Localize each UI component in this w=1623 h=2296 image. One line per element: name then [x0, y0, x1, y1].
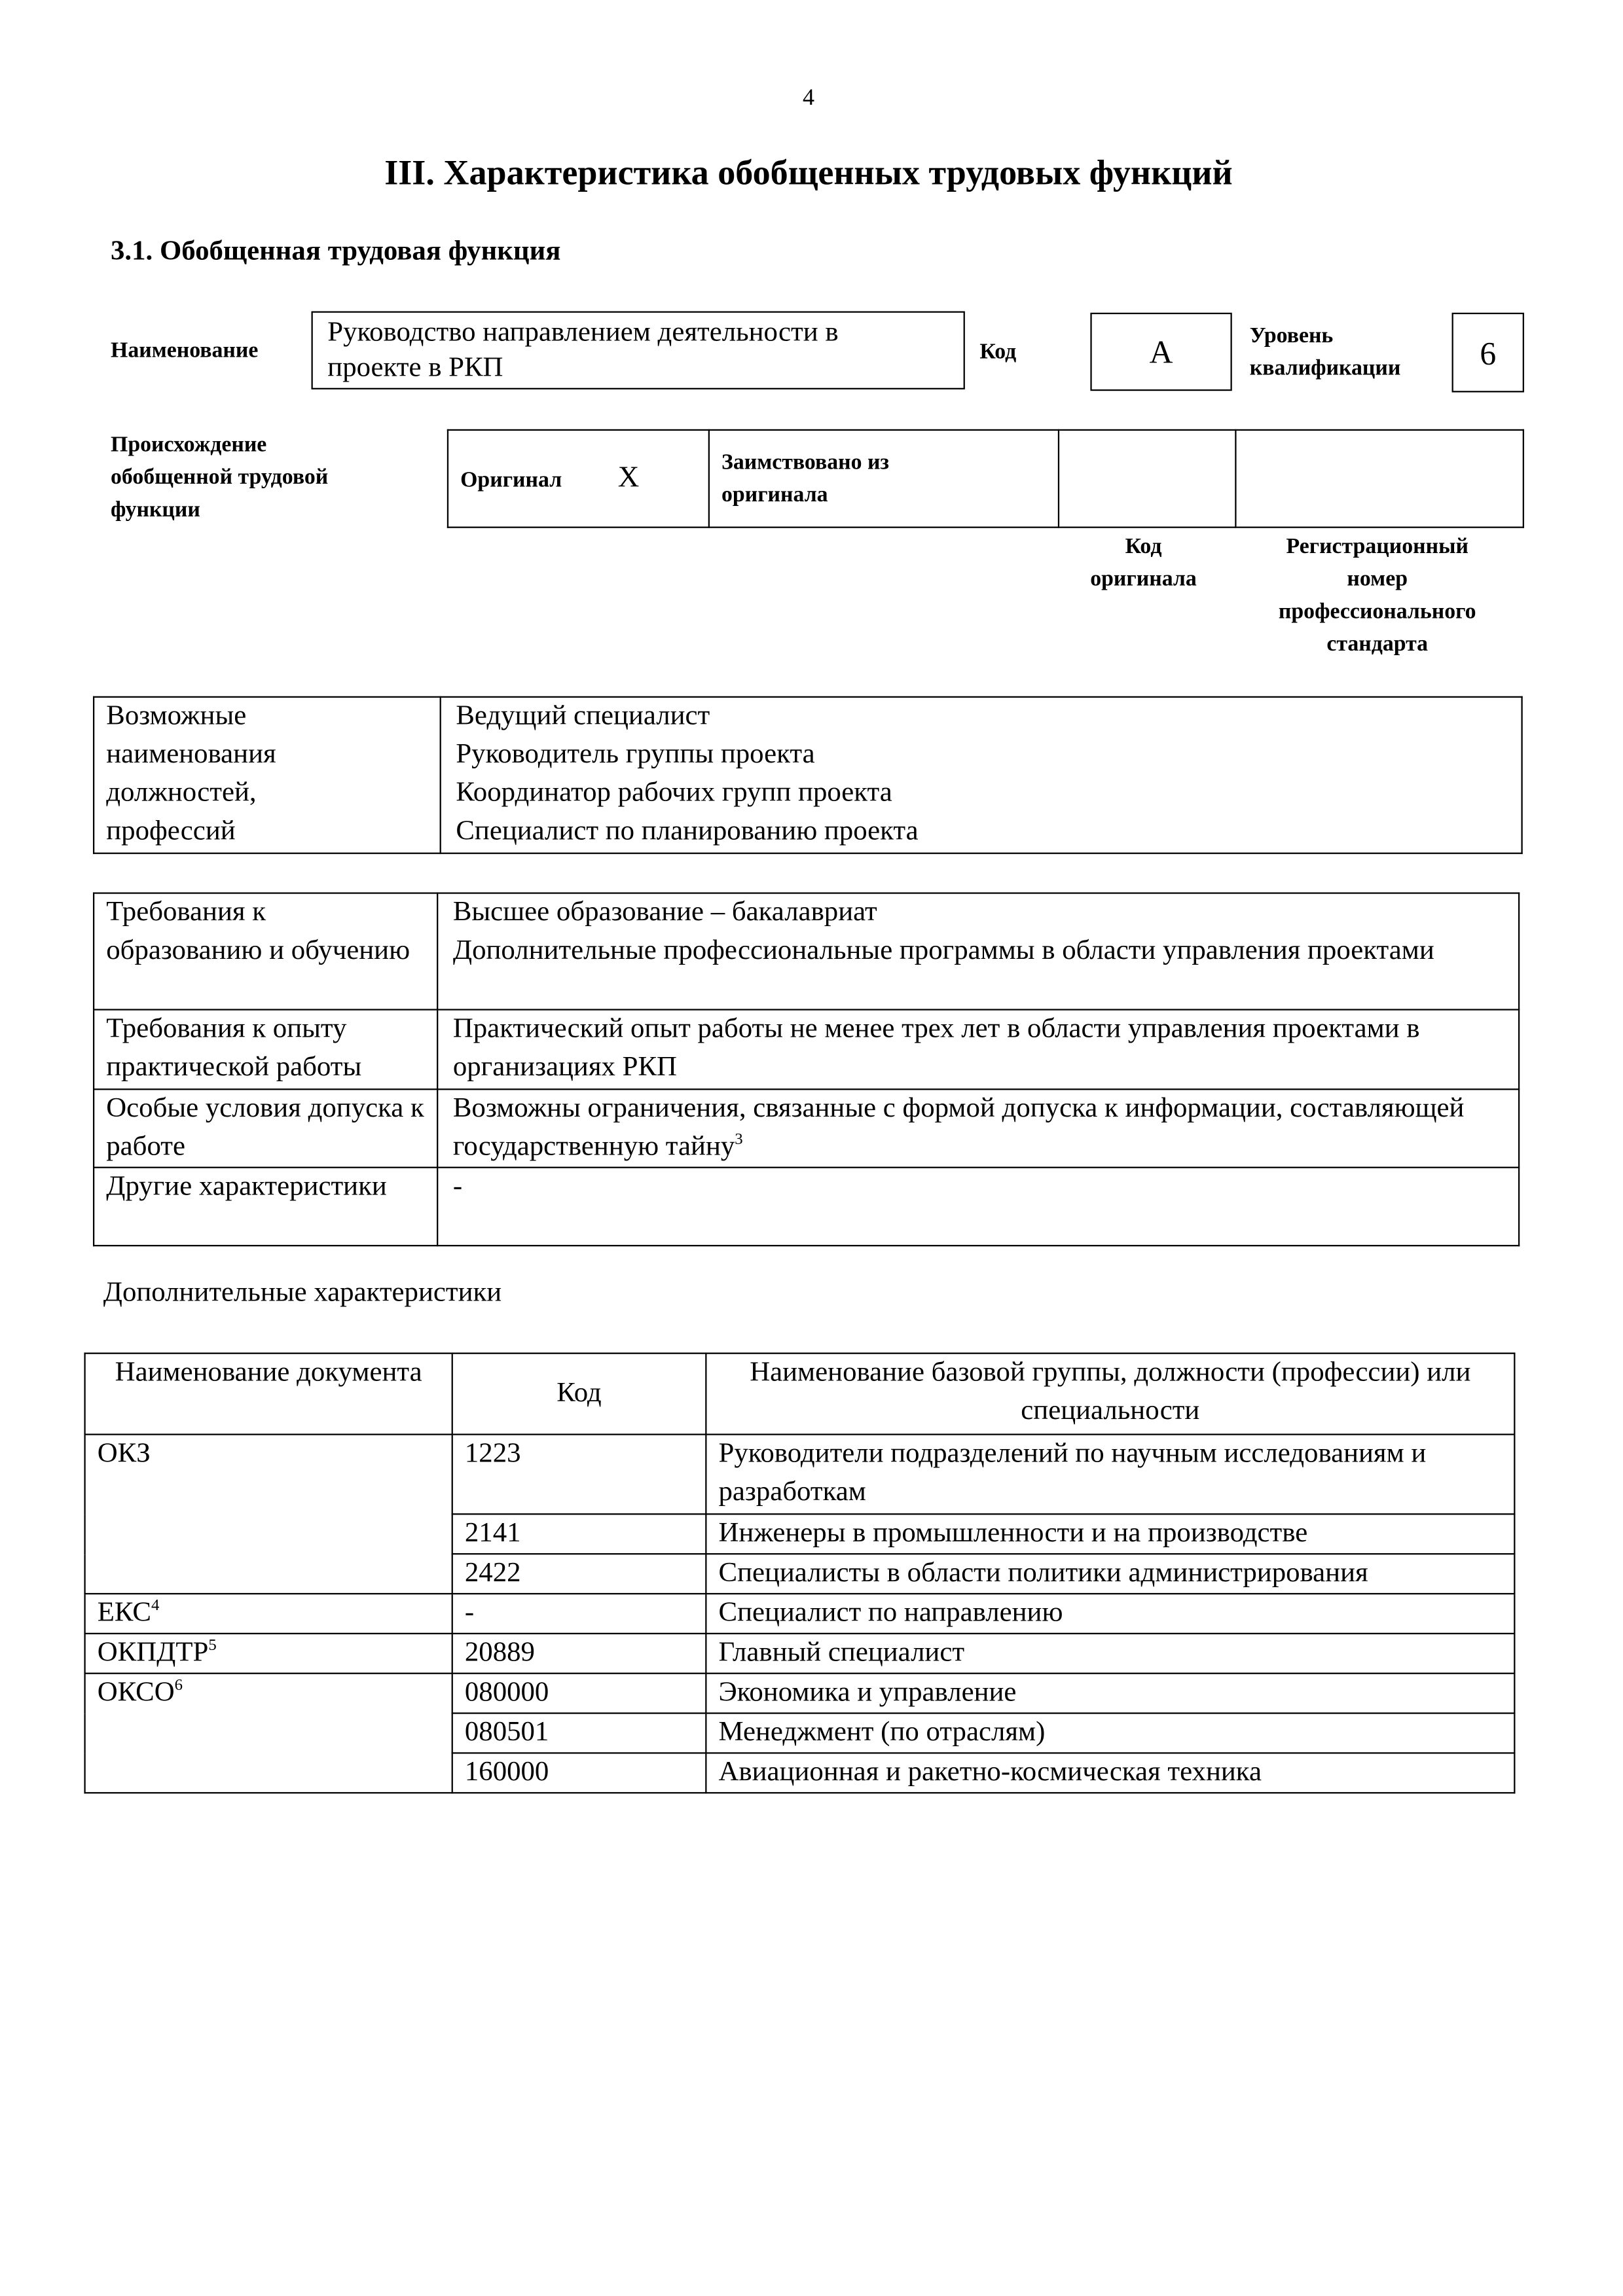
level-label: [1250, 320, 1401, 385]
code-cell: 2141: [452, 1514, 706, 1554]
name-cell: Менеджмент (по отраслям): [706, 1713, 1514, 1753]
name-cell: Специалисты в области политики администрирования: [706, 1554, 1514, 1594]
subsection-title: 3.1. Обобщенная трудовая функция: [111, 236, 561, 267]
level-label-line: Уровень: [1249, 324, 1334, 348]
reg-number-cell: [1235, 430, 1523, 528]
req-label: Другие характеристики: [94, 1168, 437, 1246]
code-cell: 080000: [452, 1674, 706, 1713]
code-cell: 2422: [452, 1554, 706, 1594]
doc-cell: [85, 1674, 452, 1793]
caption-line: номер: [1347, 567, 1408, 592]
origin-table: [447, 429, 1524, 528]
original-label: Оригинал: [460, 468, 562, 492]
req-value-line: Возможны ограничения, связанные с формой допуска к информации, составляющей государственную тайну: [452, 1092, 1465, 1162]
borrowed-cell: [709, 430, 1059, 528]
footnote-ref: 4: [151, 1596, 160, 1615]
label-line: профессий: [106, 816, 236, 847]
footnote-ref: 5: [208, 1636, 217, 1655]
position-item: Ведущий специалист: [456, 700, 710, 732]
original-mark: X: [617, 461, 640, 493]
name-label: Наименование: [111, 339, 259, 363]
origin-label: [111, 429, 328, 527]
name-cell: Специалист по направлению: [706, 1594, 1514, 1634]
doc-cell: ОКЗ: [85, 1435, 452, 1594]
doc-name: ЕКС: [97, 1597, 151, 1628]
gtf-name-line: Руководство направлением деятельности в: [327, 317, 839, 348]
code-caption: [1055, 531, 1231, 596]
requirements-table: [93, 892, 1520, 1246]
code-cell: 20889: [452, 1634, 706, 1674]
req-value: [437, 1089, 1519, 1167]
reg-caption: [1231, 531, 1524, 660]
caption-line: профессионального: [1278, 600, 1476, 624]
label-line: Возможные: [106, 700, 247, 732]
caption-line: стандарта: [1326, 632, 1429, 656]
caption-line: Регистрационный: [1286, 535, 1468, 560]
original-code-cell: [1059, 430, 1235, 528]
footnote-ref: 6: [174, 1676, 183, 1695]
req-value: [437, 893, 1519, 1010]
footnote-ref: 3: [735, 1130, 743, 1149]
req-value-line: Дополнительные профессиональные программы в области управления проектами: [452, 935, 1434, 967]
code-cell: -: [452, 1594, 706, 1634]
doc-name: ОКПДТР: [97, 1637, 209, 1668]
header-cell: Наименование базовой группы, должности (профессии) или специальности: [706, 1354, 1514, 1435]
section-title: III. Характеристика обобщенных трудовых функций: [384, 154, 1233, 194]
caption-line: Код: [1125, 535, 1162, 560]
code-value: A: [1090, 313, 1231, 391]
header-cell: Наименование документа: [85, 1354, 452, 1435]
level-value: 6: [1452, 313, 1524, 393]
gtf-name-line: проекте в РКП: [327, 352, 503, 384]
req-value: -: [437, 1168, 1519, 1246]
header-cell: Код: [452, 1354, 706, 1435]
name-cell: Экономика и управление: [706, 1674, 1514, 1713]
origin-label-line: обобщенной трудовой: [111, 466, 329, 490]
page-number: 4: [802, 85, 814, 111]
origin-label-line: Происхождение: [111, 433, 267, 457]
caption-line: оригинала: [1090, 567, 1197, 592]
req-value: Практический опыт работы не менее трех лет в области управления проектами в организациях РКП: [437, 1010, 1519, 1090]
name-cell: Инженеры в промышленности и на производстве: [706, 1514, 1514, 1554]
name-cell: Руководители подразделений по научным исследованиям и разработкам: [706, 1435, 1514, 1515]
req-label: Требования к образованию и обучению: [94, 893, 437, 1010]
borrowed-label-line: Заимствовано из: [721, 450, 890, 475]
req-value-line: Высшее образование – бакалавриат: [452, 897, 877, 928]
code-label: Код: [979, 340, 1017, 365]
req-label: Особые условия допуска к работе: [94, 1089, 437, 1167]
position-item: Специалист по планированию проекта: [456, 816, 919, 847]
doc-cell: [85, 1594, 452, 1634]
name-cell: Авиационная и ракетно-космическая техника: [706, 1753, 1514, 1793]
position-item: Координатор рабочих групп проекта: [456, 777, 892, 808]
code-cell: 1223: [452, 1435, 706, 1515]
req-label: Требования к опыту практической работы: [94, 1010, 437, 1090]
origin-label-line: функции: [111, 498, 200, 522]
positions-table: [93, 696, 1523, 854]
position-item: Руководитель группы проекта: [456, 739, 815, 770]
borrowed-label-line: оригинала: [721, 483, 828, 507]
label-line: должностей,: [106, 777, 257, 808]
gtf-name-box: [312, 312, 965, 389]
positions-label: [94, 697, 441, 853]
doc-name: ОКСО: [97, 1677, 175, 1708]
code-cell: 080501: [452, 1713, 706, 1753]
label-line: наименования: [106, 739, 276, 770]
original-cell: [448, 430, 709, 528]
additional-title: Дополнительные характеристики: [103, 1277, 502, 1308]
doc-cell: [85, 1634, 452, 1674]
code-cell: 160000: [452, 1753, 706, 1793]
positions-list: [441, 697, 1522, 853]
additional-table: [84, 1353, 1515, 1794]
name-cell: Главный специалист: [706, 1634, 1514, 1674]
level-label-line: квалификации: [1249, 357, 1401, 381]
